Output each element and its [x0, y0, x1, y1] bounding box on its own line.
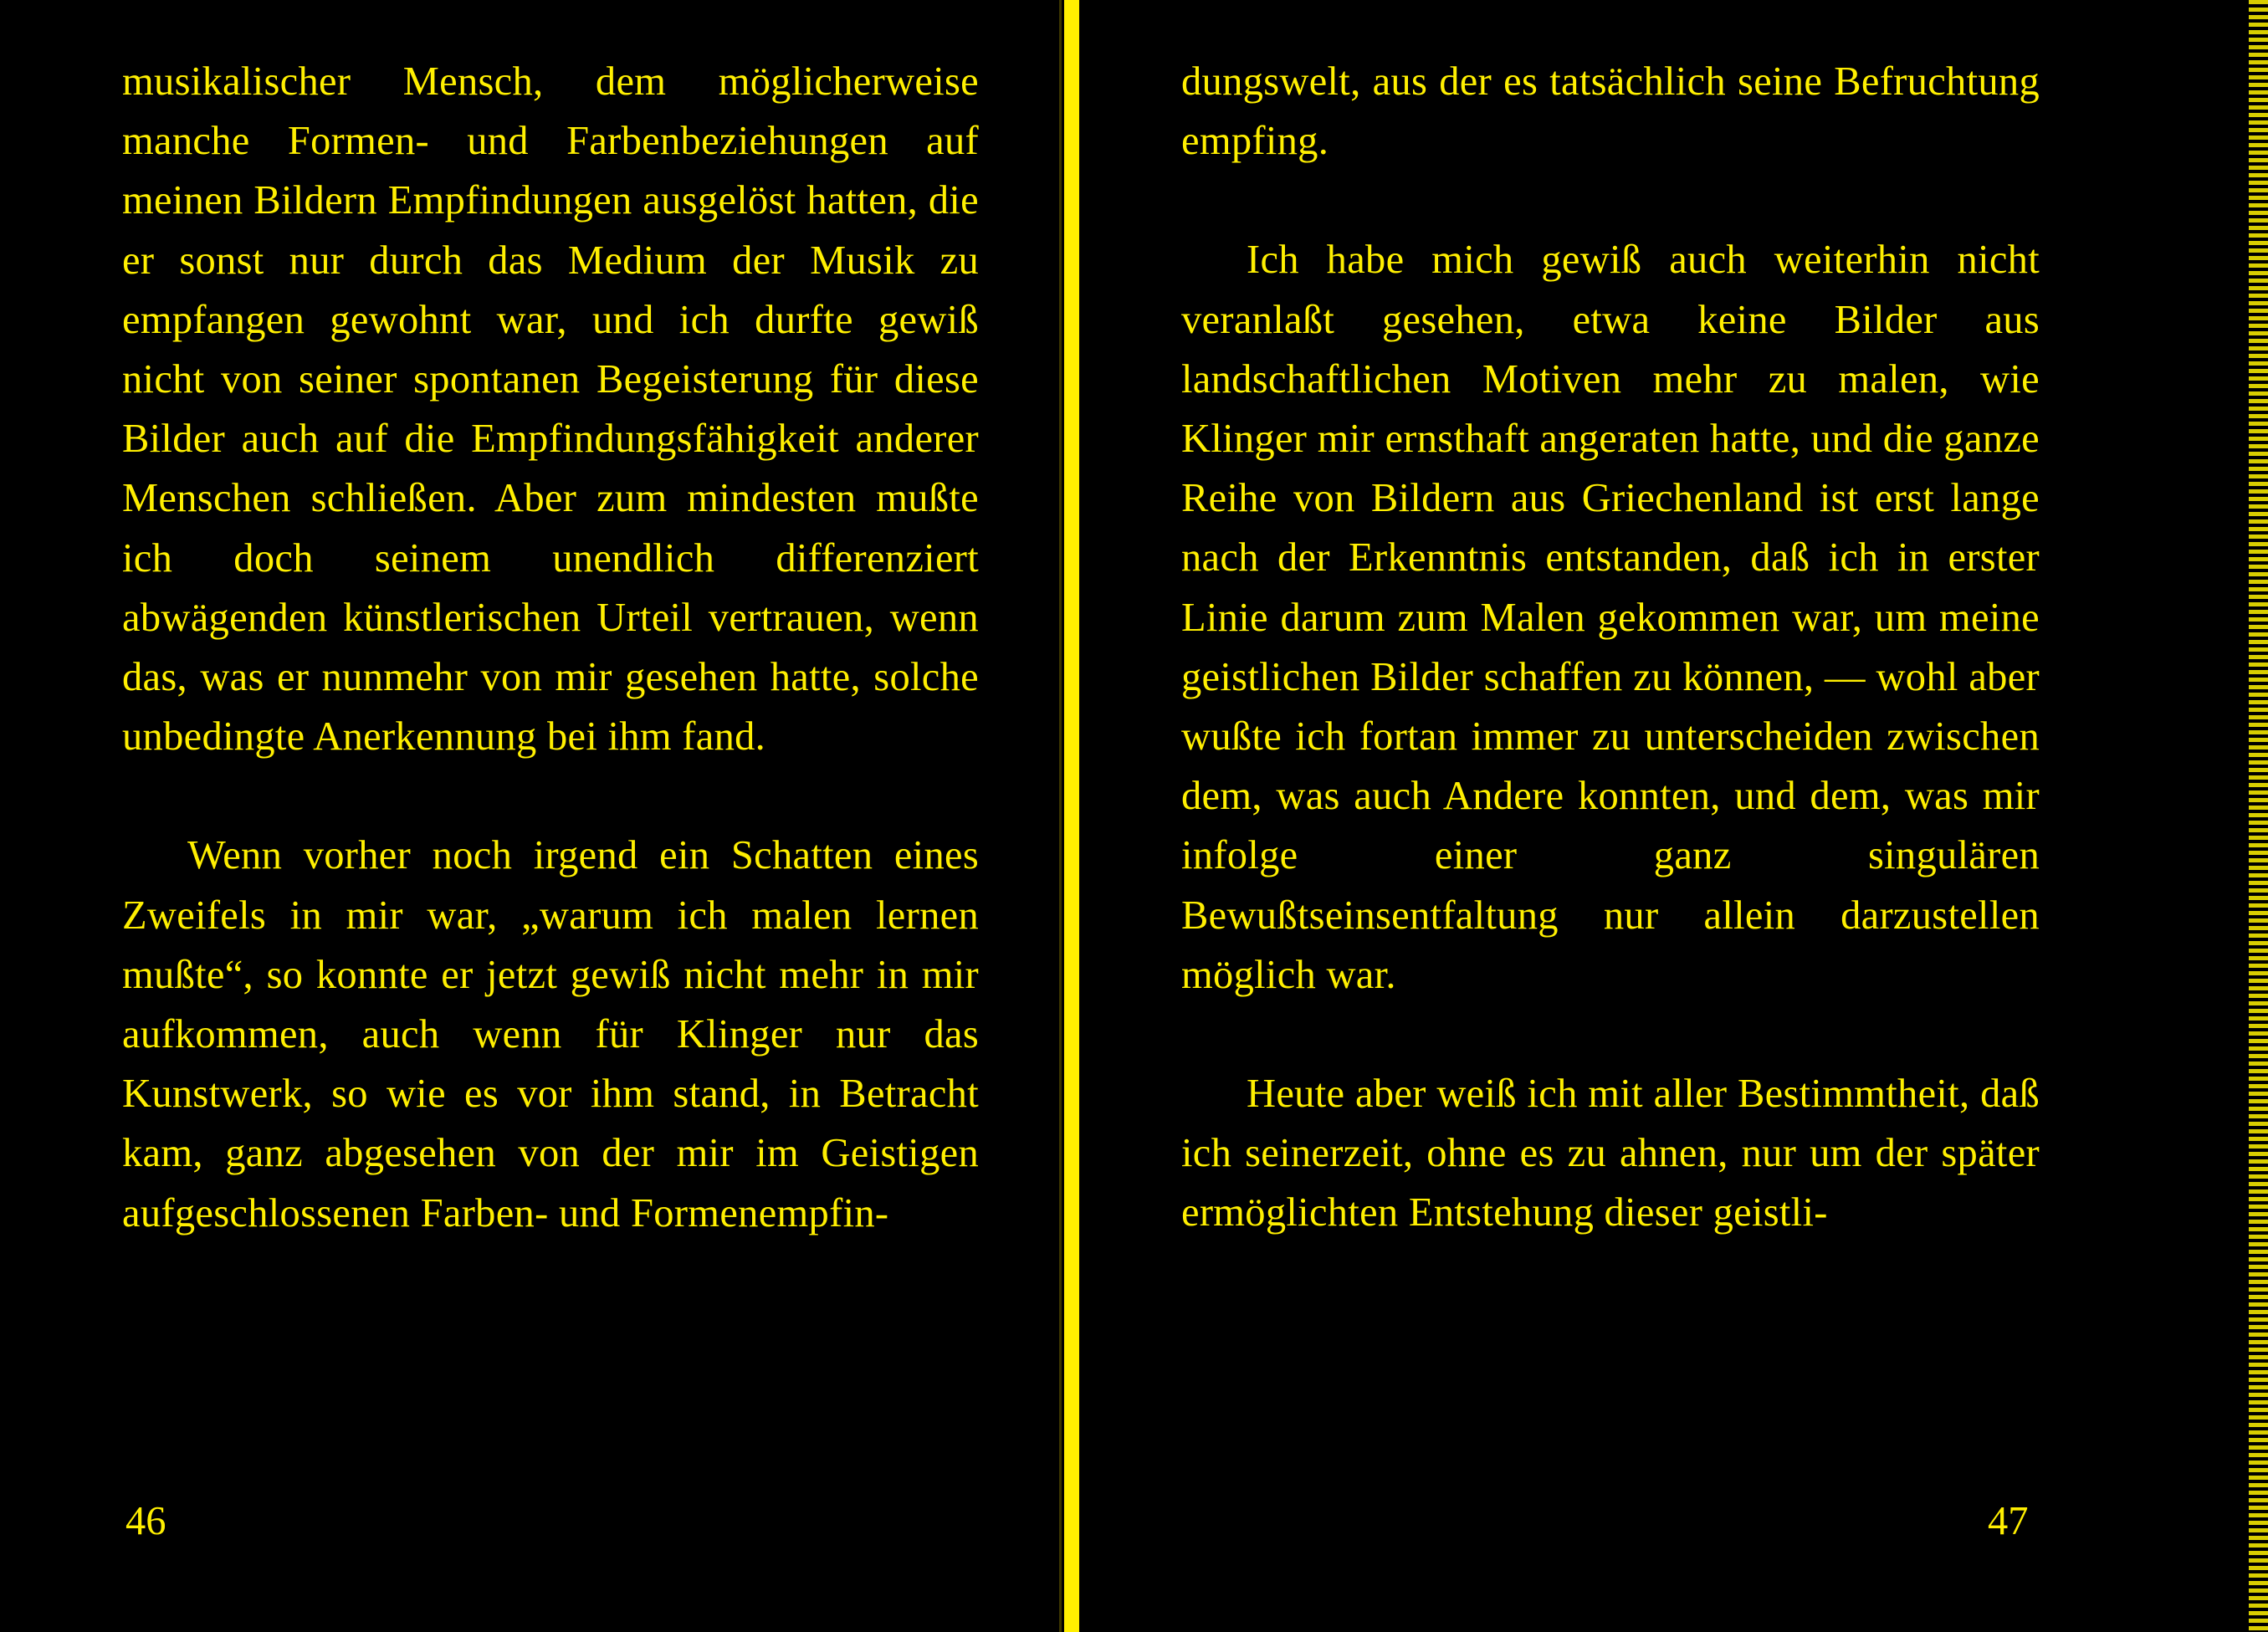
page-number-right: 47	[1988, 1499, 2029, 1543]
paragraph: dungswelt, aus der es tatsächlich seine Befruchtung empfing.	[1181, 59, 2040, 164]
page-number-left: 46	[125, 1499, 166, 1543]
spine-shadow	[1059, 0, 1062, 1632]
paragraph: Ich habe mich gewiß auch weiterhin nicht veranlaßt gesehen, etwa keine Bilder aus landschaftlichen Motiven mehr zu malen, wie Klinger mir ernsthaft angeraten hatte, und die ganze Reihe von Bildern aus Griechenland ist erst lange nach der Erkenntnis entstanden, daß ich in erster Linie darum zum Malen gekommen war, um meine geistlichen Bilder schaffen zu können, — wohl aber wußte ich fortan immer zu unterscheiden zwischen dem, was auch Andere konnten, und dem, was mir infolge einer ganz singulären Bewußtseinsentfaltung nur allein darzustellen möglich war.	[1181, 238, 2040, 997]
page-edge	[2249, 0, 2268, 1632]
left-page-text	[122, 52, 979, 1243]
book-spine	[1064, 0, 1079, 1632]
right-page-text	[1181, 52, 2040, 1243]
paragraph: Heute aber weiß ich mit aller Bestimmtheit, daß ich seinerzeit, ohne es zu ahnen, nur um der später ermöglichten Entstehung dieser geistli-	[1181, 1072, 2040, 1236]
paragraph: musikalischer Mensch, dem möglicherweise manche Formen- und Farbenbeziehungen auf meinen Bildern Empfindungen ausgelöst hatten, die er sonst nur durch das Medium der Musik zu empfangen gewohnt war, und ich durfte gewiß nicht von seiner spontanen Begeisterung für diese Bilder auch auf die Empfindungsfähigkeit anderer Menschen schließen. Aber zum mindesten mußte ich doch seinem unendlich differenziert abwägenden künstlerischen Urteil vertrauen, wenn das, was er nunmehr von mir gesehen hatte, solche unbedingte Anerkennung bei ihm fand.	[122, 59, 979, 760]
paragraph: Wenn vorher noch irgend ein Schatten eines Zweifels in mir war, „warum ich malen lernen mußte“, so konnte er jetzt gewiß nicht mehr in mir aufkommen, auch wenn für Klinger nur das Kunstwerk, so wie es vor ihm stand, in Betracht kam, ganz abgesehen von der mir im Geistigen aufgeschlossenen Farben- und Formenempfin-	[122, 833, 979, 1236]
left-page	[0, 0, 1064, 1632]
